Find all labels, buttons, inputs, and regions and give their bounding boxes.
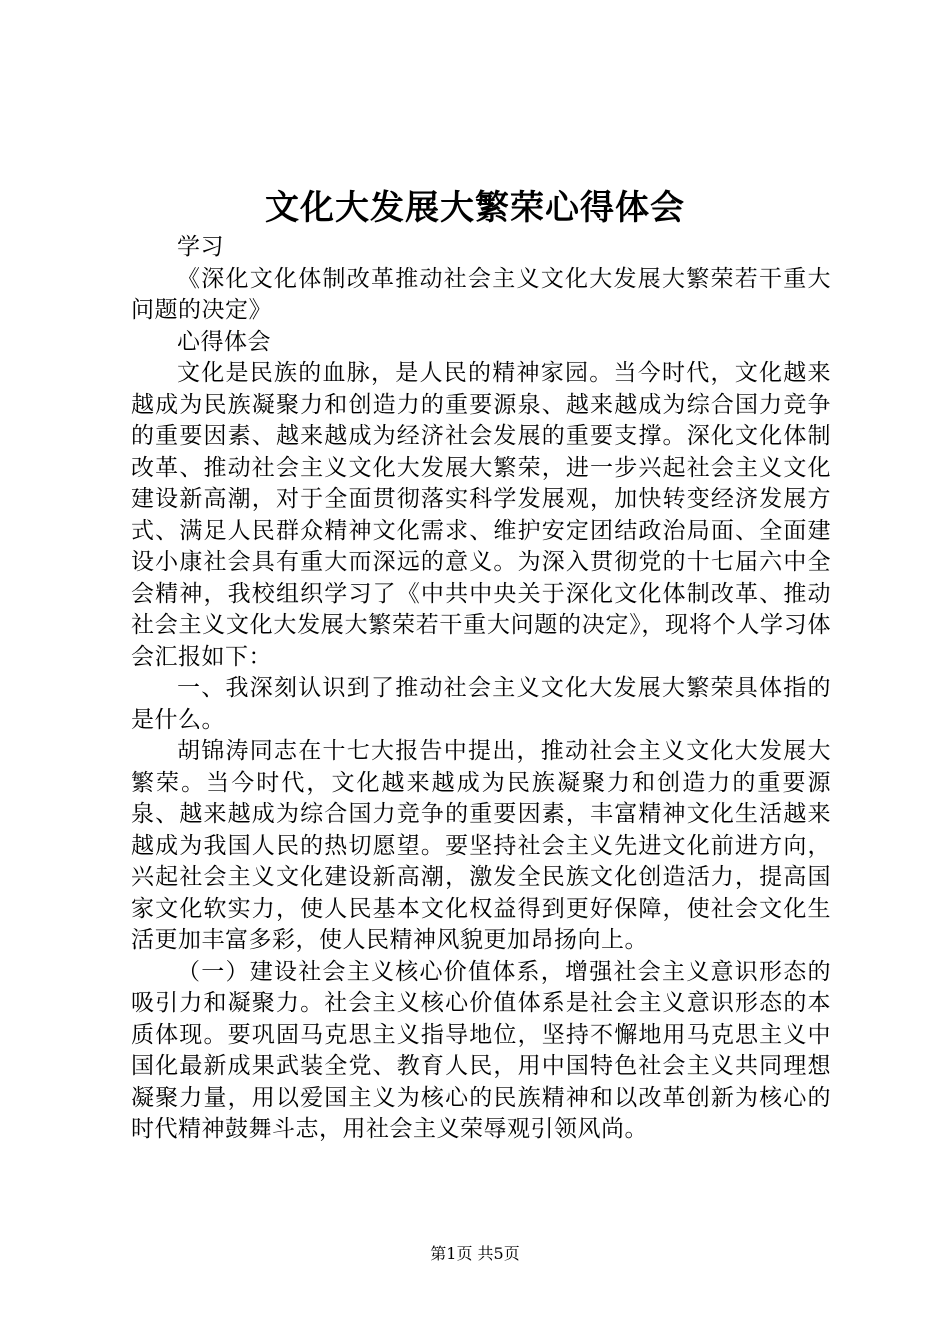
page-footer: 第1页 共5页 [430, 1244, 520, 1263]
document-body [131, 232, 831, 1146]
paragraph-intro: 文化是民族的血脉，是人民的精神家园。当今时代，文化越来越成为民族凝聚力和创造力的重要源泉、越来越成为综合国力竞争的重要因素、越来越成为经济社会发展的重要支撑。深化文化体制改革、推动社会主义文化大发展大繁荣，进一步兴起社会主义文化建设新高潮，对于全面贯彻落实科学发展观，加快转变经济发展方式、满足人民群众精神文化需求、维护安定团结政治局面、全面建设小康社会具有重大而深远的意义。为深入贯彻党的十七届六中全会精神，我校组织学习了《中共中央关于深化文化体制改革、推动社会主义文化大发展大繁荣若干重大问题的决定》，现将个人学习体会汇报如下： [131, 360, 831, 670]
paragraph-decision-title: 《深化文化体制改革推动社会主义文化大发展大繁荣若干重大问题的决定》 [131, 265, 831, 323]
paragraph-study: 学习 [177, 234, 224, 260]
paragraph-hu-jintao: 胡锦涛同志在十七大报告中提出，推动社会主义文化大发展大繁荣。当今时代，文化越来越成为民族凝聚力和创造力的重要源泉、越来越成为综合国力竞争的重要因素，丰富精神文化生活越来越成为我国人民的热切愿望。要坚持社会主义先进文化前进方向，兴起社会主义文化建设新高潮，激发全民族文化创造活力，提高国家文化软实力，使人民基本文化权益得到更好保障，使社会文化生活更加丰富多彩，使人民精神风貌更加昂扬向上。 [131, 738, 831, 953]
paragraph-core-values: （一）建设社会主义核心价值体系，增强社会主义意识形态的吸引力和凝聚力。社会主义核心价值体系是社会主义意识形态的本质体现。要巩固马克思主义指导地位，坚持不懈地用马克思主义中国化最新成果武装全党、教育人民，用中国特色社会主义共同理想凝聚力量，用以爱国主义为核心的民族精神和以改革创新为核心的时代精神鼓舞斗志，用社会主义荣辱观引领风尚。 [131, 958, 831, 1142]
paragraph-heading-experience: 心得体会 [177, 328, 271, 355]
page-title: 文化大发展大繁荣心得体会 [265, 188, 685, 228]
paragraph-section-one: 一、我深刻认识到了推动社会主义文化大发展大繁荣具体指的是什么。 [131, 675, 831, 733]
